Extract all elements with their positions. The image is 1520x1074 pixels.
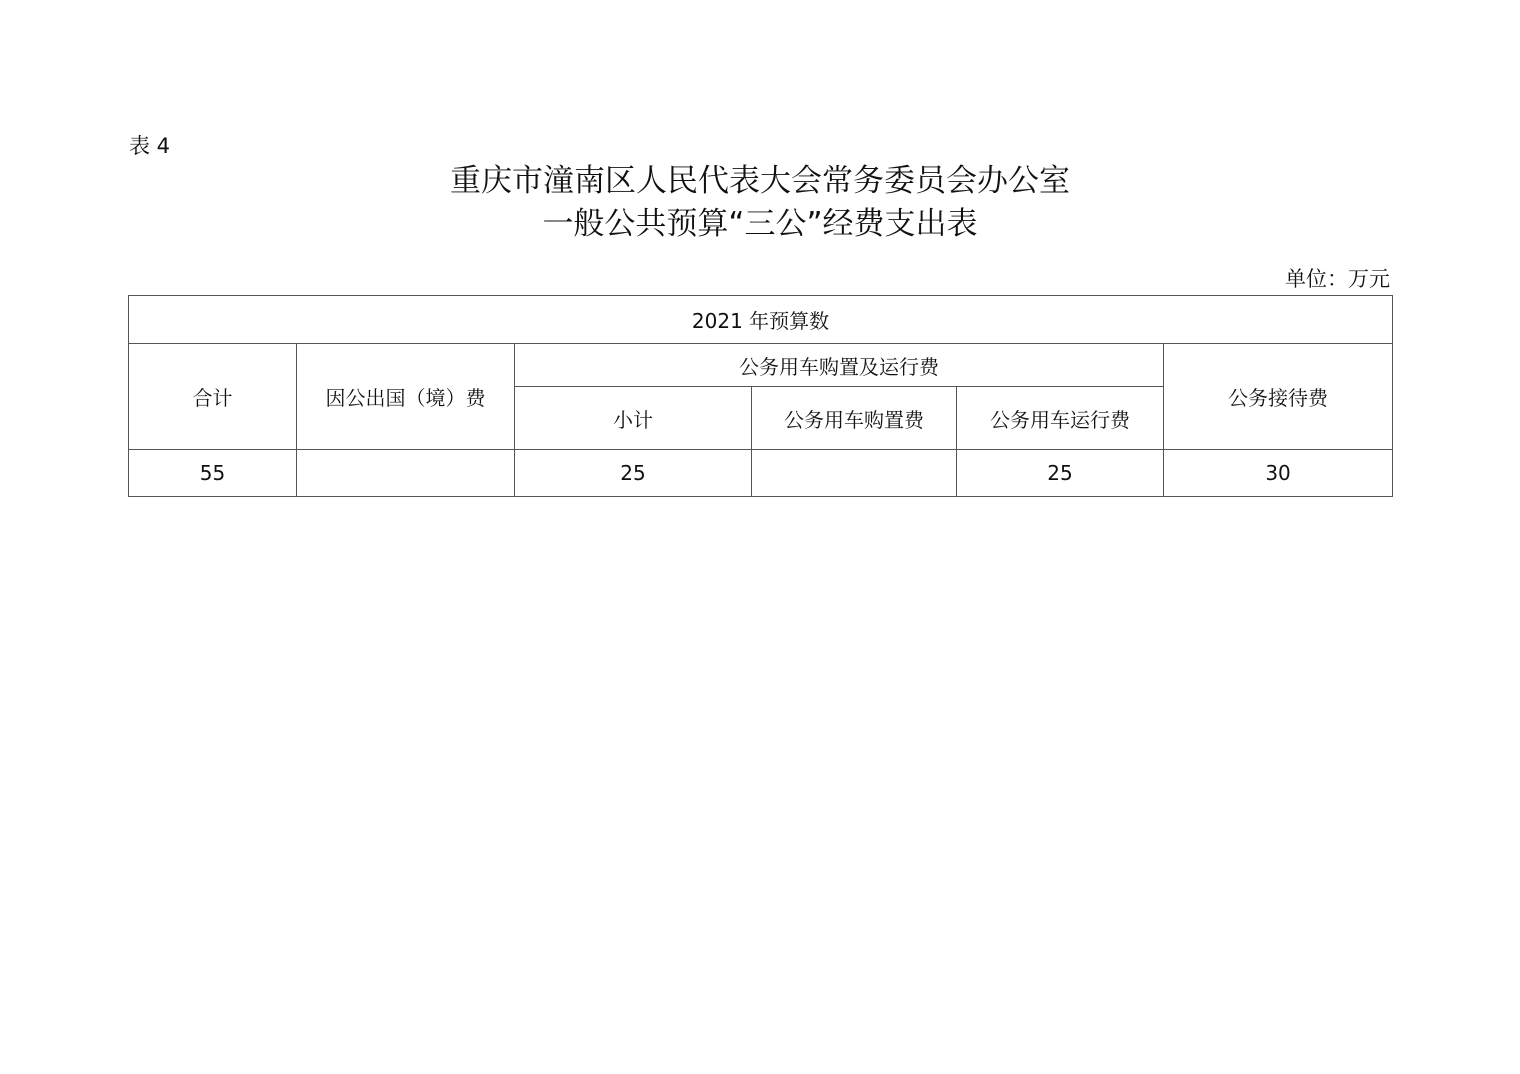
header-overseas: 因公出国（境）费 bbox=[297, 344, 515, 450]
value-vehicle-operation: 25 bbox=[957, 450, 1164, 497]
budget-table bbox=[128, 295, 1393, 497]
table-number: 表 4 bbox=[129, 134, 171, 158]
header-vehicle-operation: 公务用车运行费 bbox=[957, 387, 1164, 450]
document-title-line-1: 重庆市潼南区人民代表大会常务委员会办公室 bbox=[450, 163, 1070, 199]
value-vehicle-purchase bbox=[752, 450, 957, 497]
header-year: 2021 年预算数 bbox=[129, 296, 1393, 344]
header-vehicle-group: 公务用车购置及运行费 bbox=[515, 344, 1164, 387]
value-vehicle-subtotal: 25 bbox=[515, 450, 752, 497]
table-row-values bbox=[129, 450, 1393, 497]
header-vehicle-subtotal: 小计 bbox=[515, 387, 752, 450]
unit-label: 单位：万元 bbox=[1285, 267, 1390, 291]
header-reception: 公务接待费 bbox=[1164, 344, 1393, 450]
document-title-line-2: 一般公共预算“三公”经费支出表 bbox=[542, 206, 978, 242]
value-overseas bbox=[297, 450, 515, 497]
header-total: 合计 bbox=[129, 344, 297, 450]
table-row-year bbox=[129, 296, 1393, 344]
header-vehicle-purchase: 公务用车购置费 bbox=[752, 387, 957, 450]
value-total: 55 bbox=[129, 450, 297, 497]
table-row-header bbox=[129, 344, 1393, 387]
value-reception: 30 bbox=[1164, 450, 1393, 497]
